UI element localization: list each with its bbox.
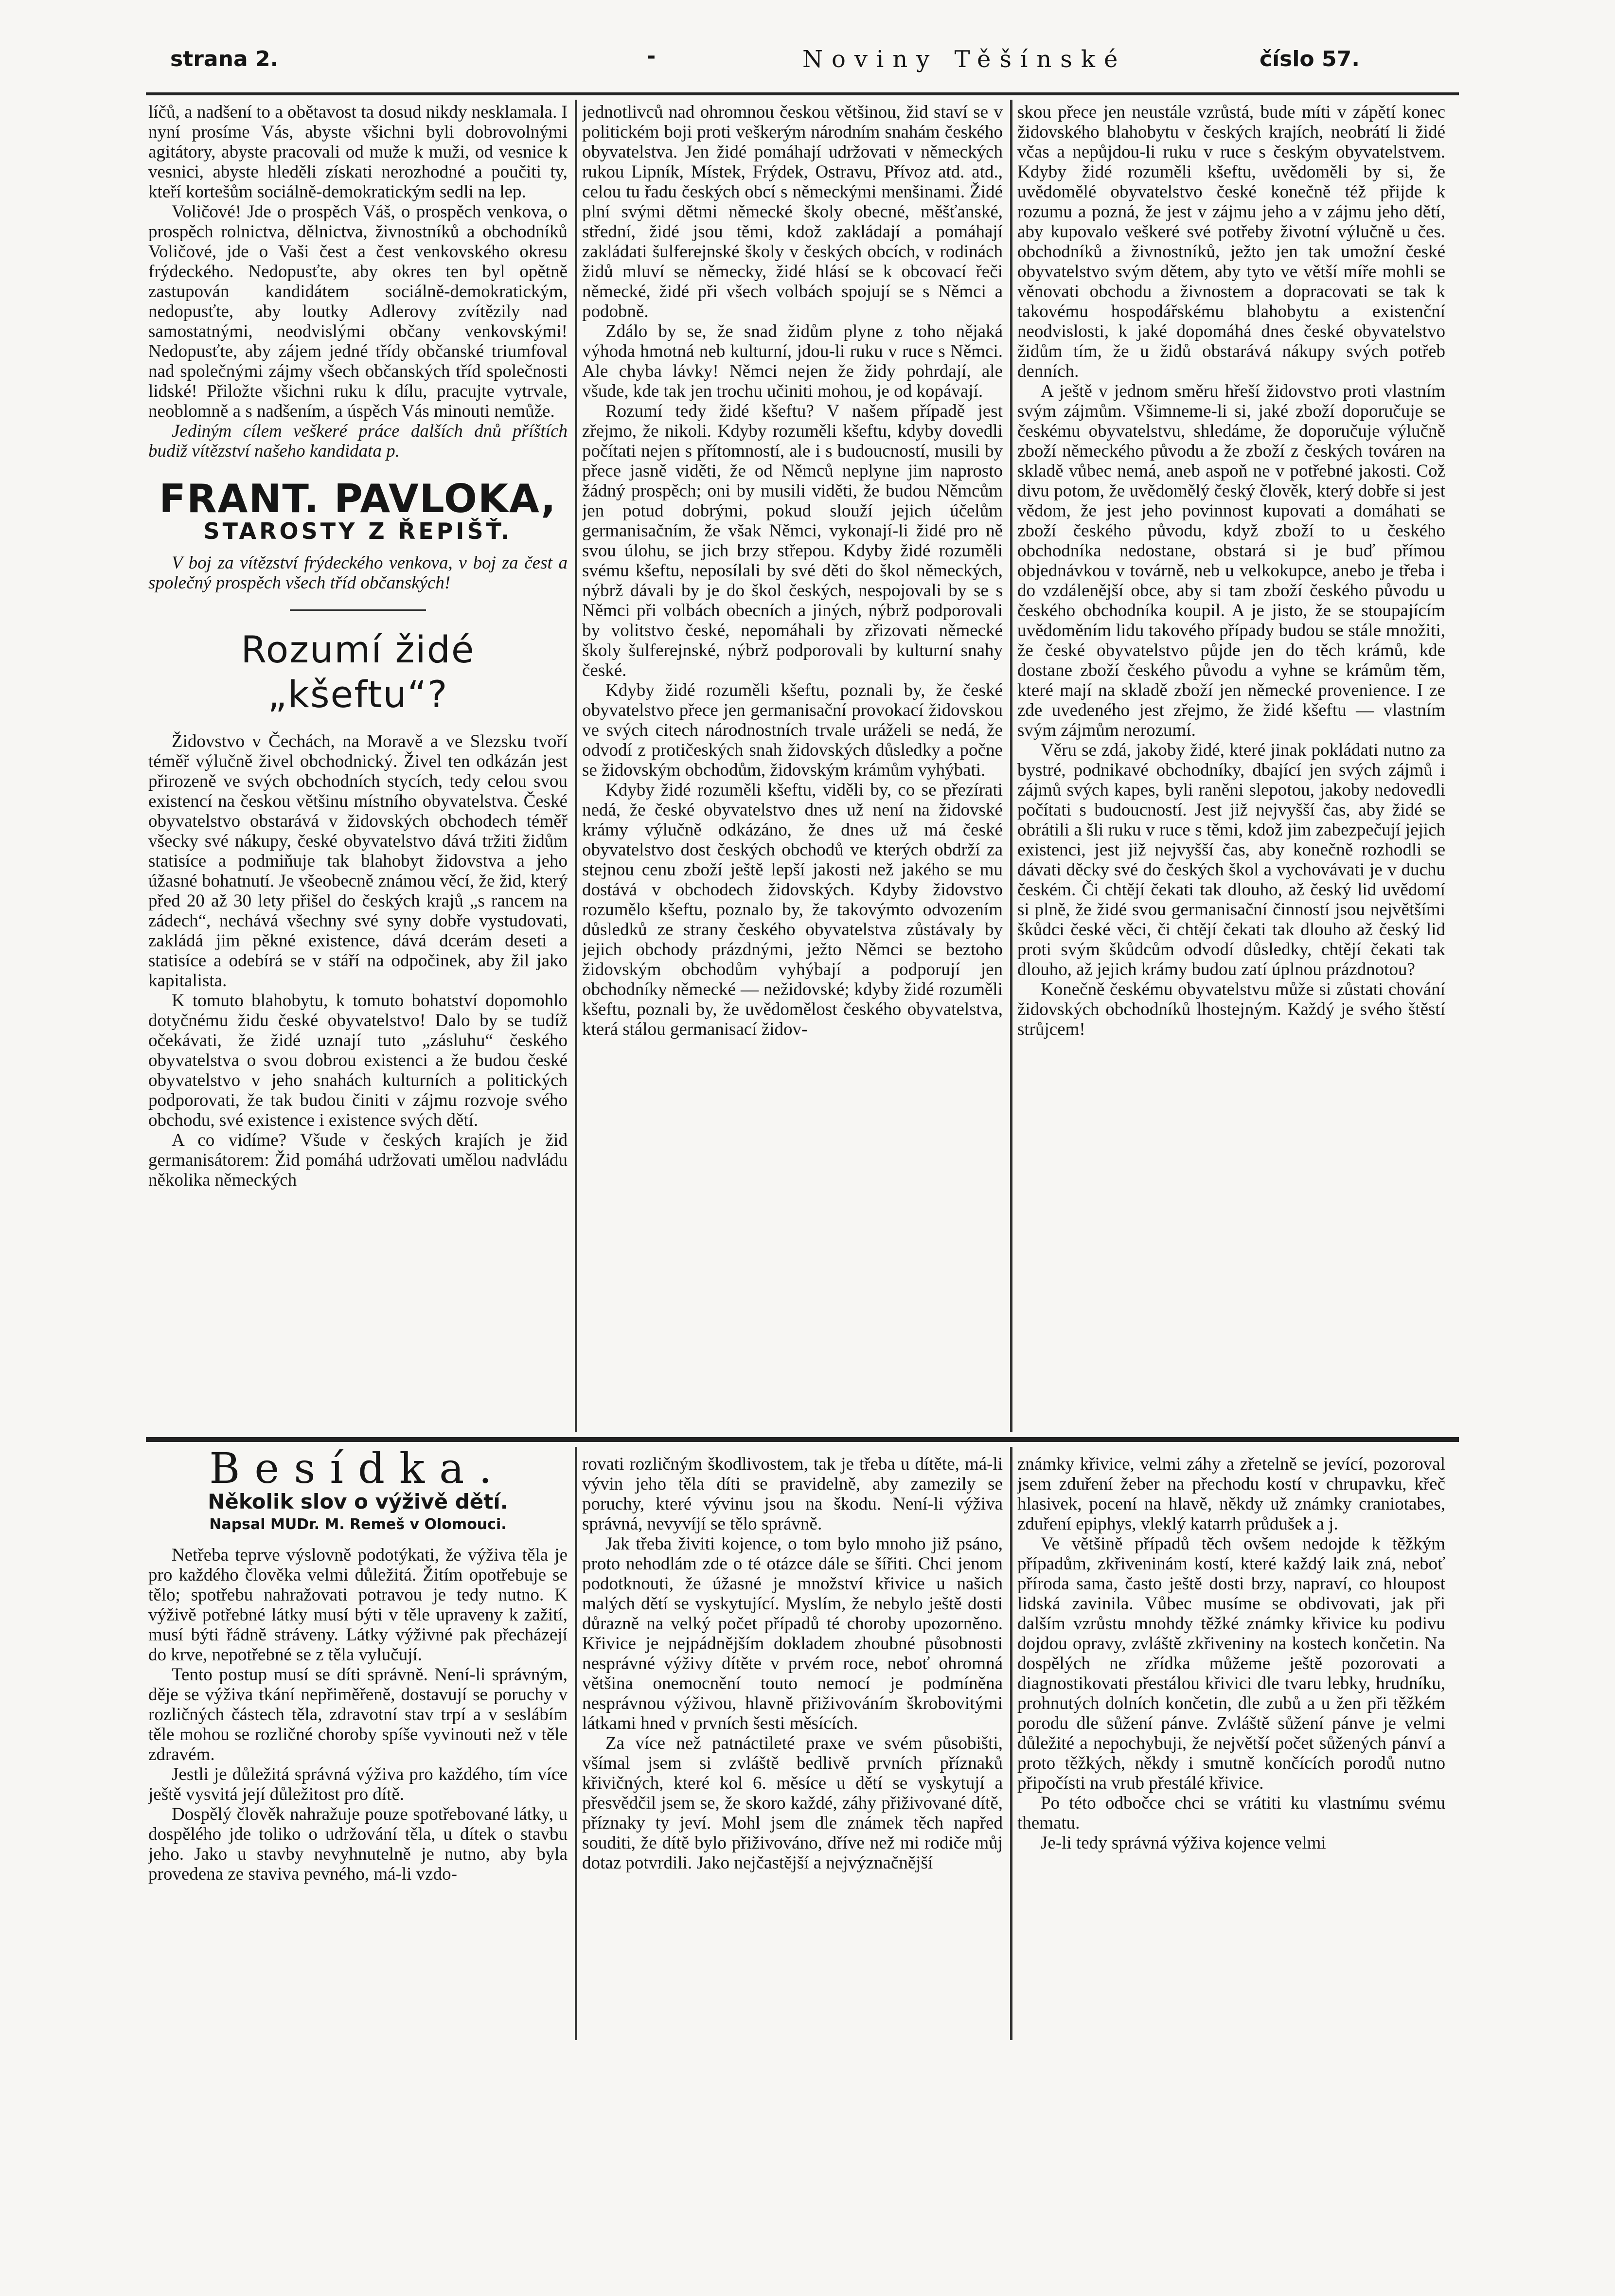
paragraph: skou přece jen neustále vzrůstá, bude míti v zápětí konec židovského blahobytu v českých krajích, neobrátí li židé včas a nepůjdou-li ruku v ruce s českým obyvatelstvem. Kdyby židé rozuměli kšeftu, uvědoměli by si, že uvědomělé obyvatelstvo české konečně též přijde k rozumu a pozná, že jest v zájmu jeho a v zájmu jeho dětí, aby kupovalo veškeré své potřeby životní výlučně u čes. obchodníků a živnostníků, ježto jen tak umožní české obyvatelstvo svým dětem, aby tyto ve větší míře mohli se věnovati obchodu a živnostem a dopracovati se tak k takovému hospodářskému blahobytu a existenční neodvislosti, k jaké dopomáhá dnes české obyvatelstvo židům tím, že u židů obstarává nákupy svých potřeb denních.: [1017, 102, 1445, 381]
column-3: [1017, 102, 1445, 1435]
paragraph: Jak třeba živiti kojence, o tom bylo mnoho již psáno, proto nehodlám zde o té otázce dále se šířiti. Chci jenom podotknouti, že úžasné je množství křivice u našich malých dětí se vyskytující. Myslím, že nebylo ještě dosti důrazně na velký počet případů té choroby upozorněno. Křivice je nejpádnějším dokladem zhoubné působnosti nesprávné výživy dítěte v prvém roce, neboť ohromná většina onemocnění touto nemocí je podmíněna nesprávnou výživou, hlavně přiživováním škrobovitými látkami hned v prvních šesti měsících.: [582, 1534, 1003, 1733]
paragraph: Za více než patnáctileté praxe ve svém působišti, všímal jsem si zvláště bedlivě prvních příznaků křivičných, které kol 6. měsíce u dětí se vyskytují a přesvědčil jsem se, že skoro každé, záhy přiživované dítě, příznaky ty jeví. Mohl jsem dle známek těch napřed souditi, že dítě bylo přiživováno, dříve než mi rodiče můj dotaz potvrdili. Jako nejčastější a nejvýznačnější: [582, 1733, 1003, 1873]
paragraph: líčů, a nadšení to a obětavost ta dosud nikdy nesklamala. I nyní prosíme Vás, abyste všichni byli dobrovolnými agitátory, abyste pracovali od muže k muži, od vesnice k vesnici, abyste hleděli získati nerozhodné a poučiti ty, kteří kortešům sociálně-demokratickým sedli na lep.: [148, 102, 568, 202]
paragraph: A ještě v jednom směru hřeší židovstvo proti vlastním svým zájmům. Všimneme-li si, jaké zboží doporučuje se českému obyvatelstvu, shledáme, že doporučuje výlučně zboží německého původu a že zboží z českých továren na skladě vůbec nemá, aneb aspoň ne v potřebné jakosti. Což divu potom, že uvědomělý český člověk, který dobře si jest vědom, že jest jeho povinnost kupovati a domáhati se zboží českého původu, když zboží to u českého obchodníka nedostane, obstará si je buď přímou objednávkou v továrně, neb u velkokupce, anebo je třeba i do vzdálenější obce, aby si tam zboží českého původu u českého obchodníka koupil. A je jisto, že se stoupajícím uvědoměním lidu takového případy budou se stále množiti, že české obyvatelstvo půjde jen do těch krámů, kde dostane zboží českého původu a vyhne se krámům těm, které mají na skladě zboží jen německé provenience. I ze zde uvedeného jest zřejmo, že židé kšeftu — vlastním svým zájmům nerozumí.: [1017, 381, 1445, 740]
paragraph: rovati rozličným škodlivostem, tak je třeba u dítěte, má-li vývin jeho těla díti se pravidelně, aby zamezily se poruchy, které vývinu jsou na škodu. Není-li výživa správná, nevyvíjí se tělo správně.: [582, 1454, 1003, 1534]
paragraph: Židovstvo v Čechách, na Moravě a ve Slezsku tvoří téměř výlučně živel obchodnický. Živel ten odkázán jest přirozeně ve svých obchodních stycích, tedy celou svou existencí na českou většinu místního obyvatelstva. České obyvatelstvo obstarává v židovských obchodech téměř všecky své nákupy, české obyvatelstvo dává tržiti židům statisíce a podmiňuje tak blahobyt židovstva a jeho úžasné bohatnutí. Je všeobecně známou věcí, že žid, který před 20 až 30 lety přišel do českých krajů „s rancem na zádech“, nechává všechny své syny dobře vystudovati, zakládá jim pěkné existence, dává dcerám deseti a statisíce a odebírá se v stáří na odpočinek, aby žil jako kapitalista.: [148, 731, 568, 991]
header-dash: -: [647, 44, 656, 69]
besidka-column-3: [1017, 1454, 1445, 2047]
column-rule: [1010, 1447, 1012, 2040]
column-1: [148, 102, 568, 1435]
paragraph: Konečně českému obyvatelstvu může si zůstati chování židovských obchodníků lhostejným. Každý je svého štěstí strůjcem!: [1017, 979, 1445, 1039]
issue-number: číslo 57.: [1260, 47, 1360, 71]
paragraph: Voličové! Jde o prospěch Váš, o prospěch venkova, o prospěch rolnictva, dělnictva, živnostníků a obchodníků Voličové, jde o Vaši čest a čest venkovského okresu frýdeckého. Nedopusťte, aby okres ten byl opětně zastupován kandidátem sociálně-demokratickým, nedopusťte, aby loutky Adlerovy zvítězily nad samostatnými, neodvislými občany venkovskými! Nedopusťte, aby zájem jedné třídy občanské triumfoval nad společnými zájmy všech občanských tříd společnosti lidské! Přiložte všichni ruku k dílu, pracujte vytrvale, neoblomně a s nadšením, a úspěch Vás minouti nemůže.: [148, 202, 568, 421]
besidka-title: Besídka.: [209, 1449, 507, 1493]
paragraph: Věru se zdá, jakoby židé, které jinak pokládati nutno za bystré, podnikavé obchodníky, dbající jen svých zájmů i zájmů svých kapes, byli raněni slepotou, jakoby nedovedli počítati s budoucností. Jest již nejvyšší čas, aby židé se obrátili a šli ruku v ruce s těmi, kdož jim zabezpečují jejich existenci, jest již nejvyšší čas, aby konečně rozhodli se dávati děcky své do českých škol a vychovávati je v duchu českém. Či chtějí čekati tak dlouho, až český lid uvědomí si plně, že židé svou germanisační činností jsou největšími škůdci české věci, či chtějí čekati tak dlouho až český lid proti svým škůdcům odvodí důsledky, chtějí čekati tak dlouho, až jejich krámy budou zatí úplnou prázdnotou?: [1017, 740, 1445, 979]
paragraph: Rozumí tedy židé kšeftu? V našem případě jest zřejmo, že nikoli. Kdyby rozuměli kšeftu, kdyby dovedli počítati nejen s přítomností, ale i s budoucností, musili by přece jasně viděti, že od Němců neplyne jim naprosto žádný prospěch; oni by musili viděti, že budou Němcům jen potud dobrými, pokud slouží jejich účelům germanisačním, že však Němci, vykonají-li židé pro ně svou úlohu, se jich brzy střepou. Kdyby židé rozuměli svému kšeftu, neposílali by své děti do škol německých, nýbrž dávali by je do škol českých, nespojovali by se s Němci při volbách obecních a jiných, nýbrž podporovali by volitstvo české, nepomáhali by zřizovati německé školy šulferejnské, nýbrž podporovali by kulturní snahy české.: [582, 401, 1003, 680]
besidka-column-2: [582, 1454, 1003, 2047]
article-title: Rozumí židé „kšeftu“?: [241, 628, 475, 716]
paragraph: jednotlivců nad ohromnou českou většinou, žid staví se v politickém boji proti veškerým národním snahám českého obyvatelstva. Jen židé pomáhají udržovati v německých rukou Lipník, Místek, Frýdek, Ostravu, Přívoz atd. atd., celou tu řadu českých obcí s německými menšinami. Židé plní svými dětmi německé školy obecné, měšťanské, střední, židé jsou těmi, kdož zakládají a pomáhají zakládati šulferejnské školy v českých obcích, v rodinách židů mluví se německy, židé hlásí se k obcovací řeči německé, židé při všech volbách spojují se s Němci a podobně.: [582, 102, 1003, 321]
page-header: [160, 44, 1410, 78]
candidate-name: FRANT. PAVLOKA,: [159, 476, 557, 521]
paragraph: Kdyby židé rozuměli kšeftu, viděli by, co se přezírati nedá, že české obyvatelstvo dnes už není na židovské krámy výlučně odkázáno, že dnes už má české obyvatelstvo dost českých obchodů ve kterých obdrží za stejnou cenu zboží ještě lepší jakosti než jakého se mu dostává v obchodech židovských. Kdyby židovstvo rozumělo kšeftu, poznalo by, že takovýmto odvozením důsledků ze strany českého obyvatelstva zůstávaly by jejich obchody prázdnými, ježto Němci se beztoho židovským obchodům vyhýbají a podporují jen obchodníky německé — nežidovské; kdyby židé rozuměli kšeftu, poznali by, že uvědomělost českého obyvatelstva, která stálou germanisací židov-: [582, 780, 1003, 1039]
besidka-author: Napsal MUDr. M. Remeš v Olomouci.: [209, 1516, 507, 1533]
paragraph: Kdyby židé rozuměli kšeftu, poznali by, že české obyvatelstvo přece jen germanisační provokací židovskou ve svých citech národnostních trvale uráželi se nedá, že odvodí z protičeských snah židovských důsledky a počne se židovským obchodům, židovským krámům vyhýbati.: [582, 680, 1003, 780]
paragraph: Je-li tedy správná výživa kojence velmi: [1041, 1833, 1326, 1853]
paragraph: Jestli je důležitá správná výživa pro každého, tím více ještě vysvitá její důležitost pro dítě.: [148, 1764, 568, 1804]
column-2: [582, 102, 1003, 1435]
page-number: strana 2.: [170, 47, 279, 71]
column-rule: [575, 1447, 577, 2040]
paragraph: A co vidíme? Všude v českých krajích je žid germanisátorem: Žid pomáhá udržovati umělou nadvládu několika německých: [148, 1130, 568, 1190]
column-rule: [575, 100, 577, 1432]
paragraph: K tomuto blahobytu, k tomuto bohatství dopomohlo dotyčnému židu české obyvatelstvo! Dalo by se tudíž očekávati, že židé uznají tuto „zásluhu“ českého obyvatelstva o svou dobrou existenci a že budou české obyvatelstvo v jeho snahách kulturních a politických podporovati, že tak budou činiti v zájmu rozvoje svého obchodu, své existence i existence svých dětí.: [148, 991, 568, 1130]
paragraph: Dospělý člověk nahražuje pouze spotřebované látky, u dospělého jde toliko o udržování těla, u dítek o stavbu jeho. Jako u stavby nevyhnutelně je nutno, aby byla provedena ze staviva pevného, má-li vzdo-: [148, 1804, 568, 1884]
paragraph: Tento postup musí se díti správně. Není-li správným, děje se výživa tkání nepřiměřeně, dostavují se poruchy v rozličných částech těla, zdravotní stav trpí a v seslábím těle mohou se rozličné choroby spíše vyvinouti než v těle zdravém.: [148, 1665, 568, 1764]
paragraph: Ve většině případů těch ovšem nedojde k těžkým případům, zkřiveninám kostí, které každý laik zná, neboť příroda sama, často ještě dosti brzy, napraví, co hloupost lidská zavinila. Vůbec musíme se obdivovati, jak při dalším vzrůstu mnohdy těžké známky křivice ku podivu dojdou opravy, zvláště zkřiveniny na kostech končetin. Na dospělých ne zřídka můžeme ještě pozorovati a diagnostikovati přestálou křivici dle tvaru lebky, hrudníku, prohnutých dolních končetin, dle zubů a u žen při těžkém porodu dle sůžení pánve. Zvláště sůžení pánve je velmi důležité a nepochybuji, že největší počet sůžených pánví a proto těžkých, někdy i smutně končících porodů nutno připočísti na vrub přestálé křivice.: [1017, 1534, 1445, 1793]
paragraph: Netřeba teprve výslovně podotýkati, že výživa těla je pro každého člověka velmi důležitá. Žitím opotřebuje se tělo; spotřebu nahražovati potravou je tedy nutno. K výživě potřebné látky musí býti v těle upraveny k zažití, musí býti řádně stráveny. Látky výživné pak přecházejí do krve, nepotřebné se z těla vylučují.: [148, 1545, 568, 1665]
column-rule: [1010, 100, 1012, 1432]
paragraph: Po této odbočce chci se vrátiti ku vlastnímu svému thematu.: [1017, 1793, 1445, 1833]
paragraph: známky křivice, velmi záhy a zřetelně se jevící, pozoroval jsem zduření žeber na přechodu kostí v chrupavku, křeč hlasivek, pocení na hlavě, někdy už známky craniotabes, zduření epiphys, vleklý katarrh průdušek a j.: [1017, 1454, 1445, 1534]
paragraph: Zdálo by se, že snad židům plyne z toho nějaká výhoda hmotná neb kulturní, jdou-li ruku v ruce s Němci. Ale chyba lávky! Němci nejen že židy pohrdají, ale všude, kde tak jen trochu učiniti mohou, je od kopávají.: [582, 321, 1003, 401]
candidate-role: STAROSTY Z ŘEPIŠŤ.: [203, 518, 513, 544]
paragraph: Jediným cílem veškeré práce dalších dnů příštích budiž vítězství našeho kandidata p.: [148, 421, 568, 461]
candidate-note: V boj za vítězství frýdeckého venkova, v boj za čest a společný prospěch všech tříd občanských!: [148, 553, 568, 593]
section-rule: [146, 1437, 1459, 1442]
separator-line: [290, 609, 426, 611]
header-rule: [146, 92, 1459, 95]
newspaper-title: Noviny Těšínské: [802, 46, 1127, 73]
besidka-column-1: [148, 1449, 568, 2047]
besidka-subtitle: Několik slov o výživě dětí.: [208, 1490, 508, 1513]
